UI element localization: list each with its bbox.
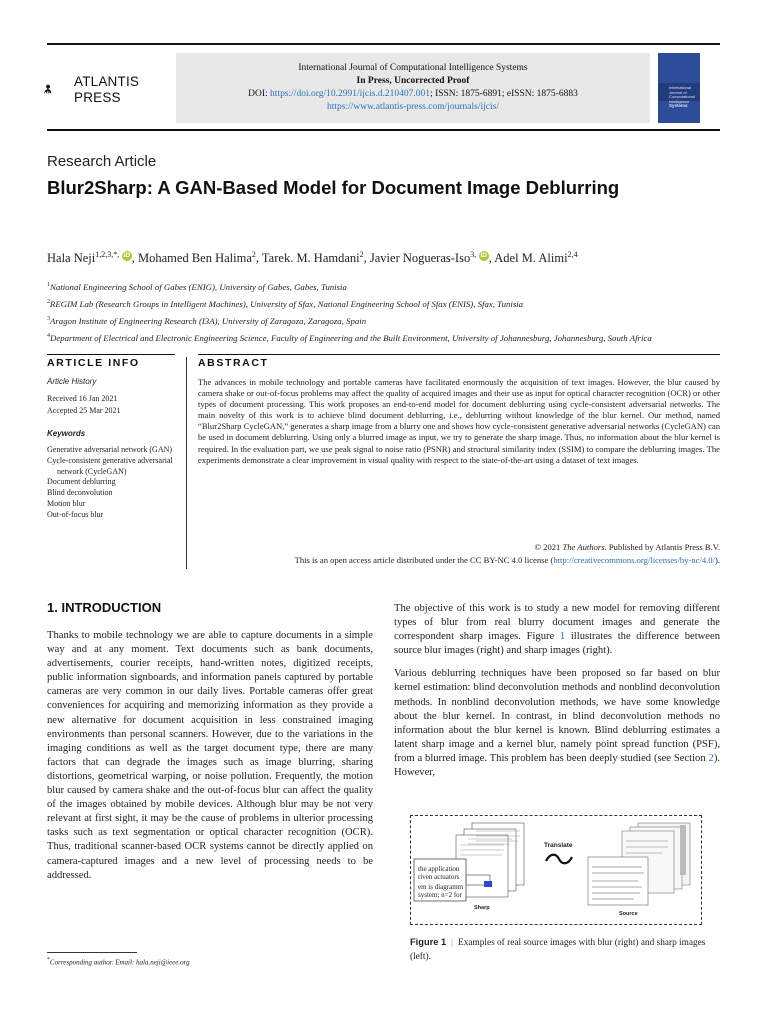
figure-caption-label: Figure 1: [410, 937, 447, 947]
sharp-snippet-1: the application: [418, 865, 460, 873]
author-affil-sup: 1,2,3,*,: [95, 250, 120, 259]
copyright-prefix: © 2021: [534, 542, 563, 552]
orcid-icon[interactable]: iD: [480, 252, 487, 260]
journal-url-link[interactable]: https://www.atlantis-press.com/journals/ijcis/: [327, 102, 499, 112]
footnote: [47, 957, 190, 966]
section-heading: 1. INTRODUCTION: [47, 600, 162, 615]
keyword-list: [47, 445, 182, 521]
publisher-name-line2: PRESS: [74, 90, 121, 105]
affiliation-num: 2: [47, 298, 50, 305]
cover-line1: International: [669, 85, 692, 90]
figure-1-caption: Figure 1 | Examples of real source images with blur (right) and sharp images (left).: [410, 937, 706, 962]
sharp-snippet-4: system; n=2 for: [418, 891, 462, 899]
introduction-paragraph: Thanks to mobile technology we are able to capture documents in a simple way and at any moment. Text documents such as bank documents, advertisements, courier receipts, hand-written notes, digitized receipts, public information signboards, and information panels captured by portable cameras are very common in our daily lives. Portable cameras offer great conveniences for acquiring and memorizing information as they provide a new alternative for document acquisition in less constrained imaging environments than personal scanners. However, due to the variations in the imaging conditions as well as the target document type, there are many factors that can degrade the images such as image blurring, sharing distortions, geometrical warping, or noise pollution. Frequently, the motion blur caused by camera shake and the out-of-focus blur can affect the quality of the images obtained by mobile devices. Although blur may be not very relevant at first sight, it may be the cause of problems in ulterior processing tasks such as text segmentation or optical character recognition (OCR). Thus, traditional scanner-based OCR systems cannot be directly applied on camera-captured images and a new level of processing needs to be addressed.: [47, 630, 373, 881]
author-name: Hala Neji: [47, 251, 96, 266]
sharp-snippet-2: riven actuators: [418, 873, 460, 881]
author-affil-sup: 2: [359, 250, 364, 259]
author-name: Adel M. Alimi: [494, 251, 568, 266]
doi-link[interactable]: https://doi.org/10.2991/ijcis.d.210407.001: [270, 89, 431, 99]
journal-cover-thumbnail: [658, 53, 700, 123]
journal-name: International Journal of Computational Intelligence Systems: [298, 63, 528, 73]
techniques-paragraph: [394, 667, 720, 780]
section-ref-link[interactable]: 2: [708, 752, 714, 764]
copyright-suffix: . Published by Atlantis Press B.V.: [604, 542, 720, 552]
publication-status: In Press, Uncorrected Proof: [356, 76, 470, 86]
footnote-text: Corresponding author. Email: hala.neji@ieee.org: [49, 958, 190, 967]
abstract-heading: ABSTRACT: [198, 357, 269, 369]
license-link[interactable]: http://creativecommons.org/licenses/by-nc/4.0/: [553, 555, 715, 565]
translate-arrow-icon: [546, 855, 572, 864]
doi-line: [176, 88, 650, 101]
issn-text: ; ISSN: 1875-6891; eISSN: 1875-6883: [430, 89, 578, 99]
affiliation-item: [47, 312, 737, 329]
affiliation-text: Aragon Institute of Engineering Research (I3A), University of Zaragoza, Zaragoza, Spain: [50, 315, 367, 326]
author-affil-sup: 2: [251, 250, 256, 259]
author-name: Javier Nogueras-Iso: [369, 251, 471, 266]
article-history-label: Article History: [47, 377, 97, 386]
affiliation-num: 4: [47, 332, 50, 339]
sharp-snippet-3: em is diagramm: [418, 883, 464, 891]
author-sep: ,: [363, 251, 370, 266]
paragraph-text: Various deblurring techniques have been proposed so far based on blur kernel estimation: blind deconvolution methods and nonblind deconvolution methods. In nonblind deconvolution methods, we have some knowledge about the blur kernel. In contrast, in blind deconvolution methods no information about the blur kernel is known. Blind deblurring estimates a latent sharp image and a kernel blur, namely point spread function (PSF), from a blurred image. This problem has been deeply studied (see Section: [394, 668, 720, 764]
figure-ref-link[interactable]: 1: [559, 631, 566, 643]
translate-label: Translate: [544, 842, 573, 849]
header-bottom-rule: [47, 129, 720, 131]
doi-prefix: DOI:: [248, 89, 271, 99]
article-history: [47, 393, 121, 416]
author-affil-sup: 3,: [470, 250, 477, 259]
affiliation-text: National Engineering School of Gabes (ENIG), University of Gabes, Gabes, Tunisia: [50, 281, 347, 292]
license-line: [198, 555, 720, 565]
affiliation-text: REGIM Lab (Research Groups in Intelligent Machines), University of Sfax, National Engineering School of Sfax (ENIS), Sfax, Tunisia: [50, 298, 524, 309]
author-sep: ,: [488, 251, 495, 266]
orcid-icon[interactable]: iD: [123, 252, 131, 260]
received-date: Received 16 Jan 2021: [47, 394, 118, 403]
keyword-item: Blind deconvolution: [47, 488, 113, 498]
source-label: Source: [619, 911, 638, 917]
accepted-date: Accepted 25 Mar 2021: [47, 405, 121, 415]
paragraph-text: The objective of this work is to study a new model for removing different types of blur from real blurry document images and generate the correspondent sharp images. Figure: [394, 603, 720, 643]
affiliation-num: 3: [47, 315, 50, 322]
keywords-label: Keywords: [47, 429, 86, 438]
author-sep: ,: [131, 251, 139, 266]
affiliation-item: [47, 329, 737, 346]
article-type: Research Article: [47, 153, 157, 170]
keyword-item: Out-of-focus blur: [47, 509, 104, 519]
right-column: [394, 602, 720, 789]
copyright-line: [198, 542, 720, 552]
figure-caption-text: Examples of real source images with blur (right) and sharp images (left).: [410, 938, 706, 962]
footnote-mark: *: [47, 957, 50, 963]
figure-1-illustration: [412, 817, 700, 923]
publisher-wordmark: [74, 74, 139, 106]
affiliation-list: [47, 278, 737, 346]
author-list: [47, 250, 578, 266]
cover-line3: Computational: [669, 94, 695, 99]
article-info-rule: [47, 354, 175, 355]
abstract-rule: [198, 354, 720, 355]
affiliation-item: [47, 295, 737, 312]
keyword-item: Motion blur: [47, 498, 86, 508]
atlantis-press-logo-icon: [44, 72, 72, 106]
paragraph-text: ). However,: [394, 752, 720, 779]
keyword-item: Generative adversarial network (GAN): [47, 445, 173, 454]
keyword-item: Cycle-consistent generative adversarial network (CycleGAN): [47, 455, 173, 476]
affiliation-text: Department of Electrical and Electronic Engineering Science, Faculty of Engineering and the Built Environment, University of Johannesburg, Johannesburg, South Africa: [50, 332, 652, 343]
sharp-label: Sharp: [474, 905, 490, 911]
paper-title: Blur2Sharp: A GAN-Based Model for Document Image Deblurring: [47, 177, 620, 198]
license-suffix: ).: [714, 555, 720, 565]
article-info-heading: ARTICLE INFO: [47, 357, 140, 369]
header-top-rule: [47, 43, 720, 45]
journal-header-box: [176, 53, 650, 123]
keyword-item: Document deblurring: [47, 477, 116, 487]
author-name: Mohamed Ben Halima: [138, 251, 252, 266]
cover-line4: Intelligence: [669, 98, 690, 104]
copyright-authors: The Authors: [562, 542, 605, 552]
objective-paragraph: [394, 602, 720, 658]
column-divider: [186, 357, 187, 569]
license-prefix: This is an open access article distributed under the CC BY-NC 4.0 license (: [294, 555, 554, 565]
affiliation-num: 1: [47, 282, 50, 288]
publisher-name-line1: ATLANTIS: [74, 74, 140, 89]
affiliation-item: [47, 278, 737, 295]
paragraph-text: illustrates the difference between source blur images (right) and sharp images (right).: [394, 631, 720, 657]
author-affil-sup: 2,4: [567, 250, 578, 259]
footnote-rule: [47, 952, 137, 953]
cover-line5: Systems: [669, 103, 688, 108]
author-name: Tarek. M. Hamdani: [261, 251, 360, 266]
abstract-text: The advances in mobile technology and portable cameras have facilitated enormously the acquisition of text images. However, the blur caused by camera shake or out-of-focus problems may affect the quality of acquired images and their use as input for optical character recognition (OCR) or other types of document processing. This work proposes an end-to-end model for document deblurring using cycle-consistent adversarial networks. The main novelty of this work is to achieve blind document deblurring, i.e., deblurring without knowledge of the blur kernel. Our method, named “Blur2Sharp CycleGAN,” generates a sharp image from a blurry one and shows how cycle-consistent generative adversarial networks (CycleGAN) can be used in document deblurring. Using only a blurred image as input, we try to generate the sharp image. Thus, no information about the blur kernel is required. In the evaluation part, we use peak signal to noise ratio (PSNR) and structural similarity index (SSIM) to compare the deblurring images. The experiments demonstrate a clear improvement in visual quality with respect to the state-of-the-art using a dataset of text images.: [198, 377, 720, 465]
author-sep: ,: [255, 251, 262, 266]
cover-line2: Journal of: [669, 89, 687, 95]
